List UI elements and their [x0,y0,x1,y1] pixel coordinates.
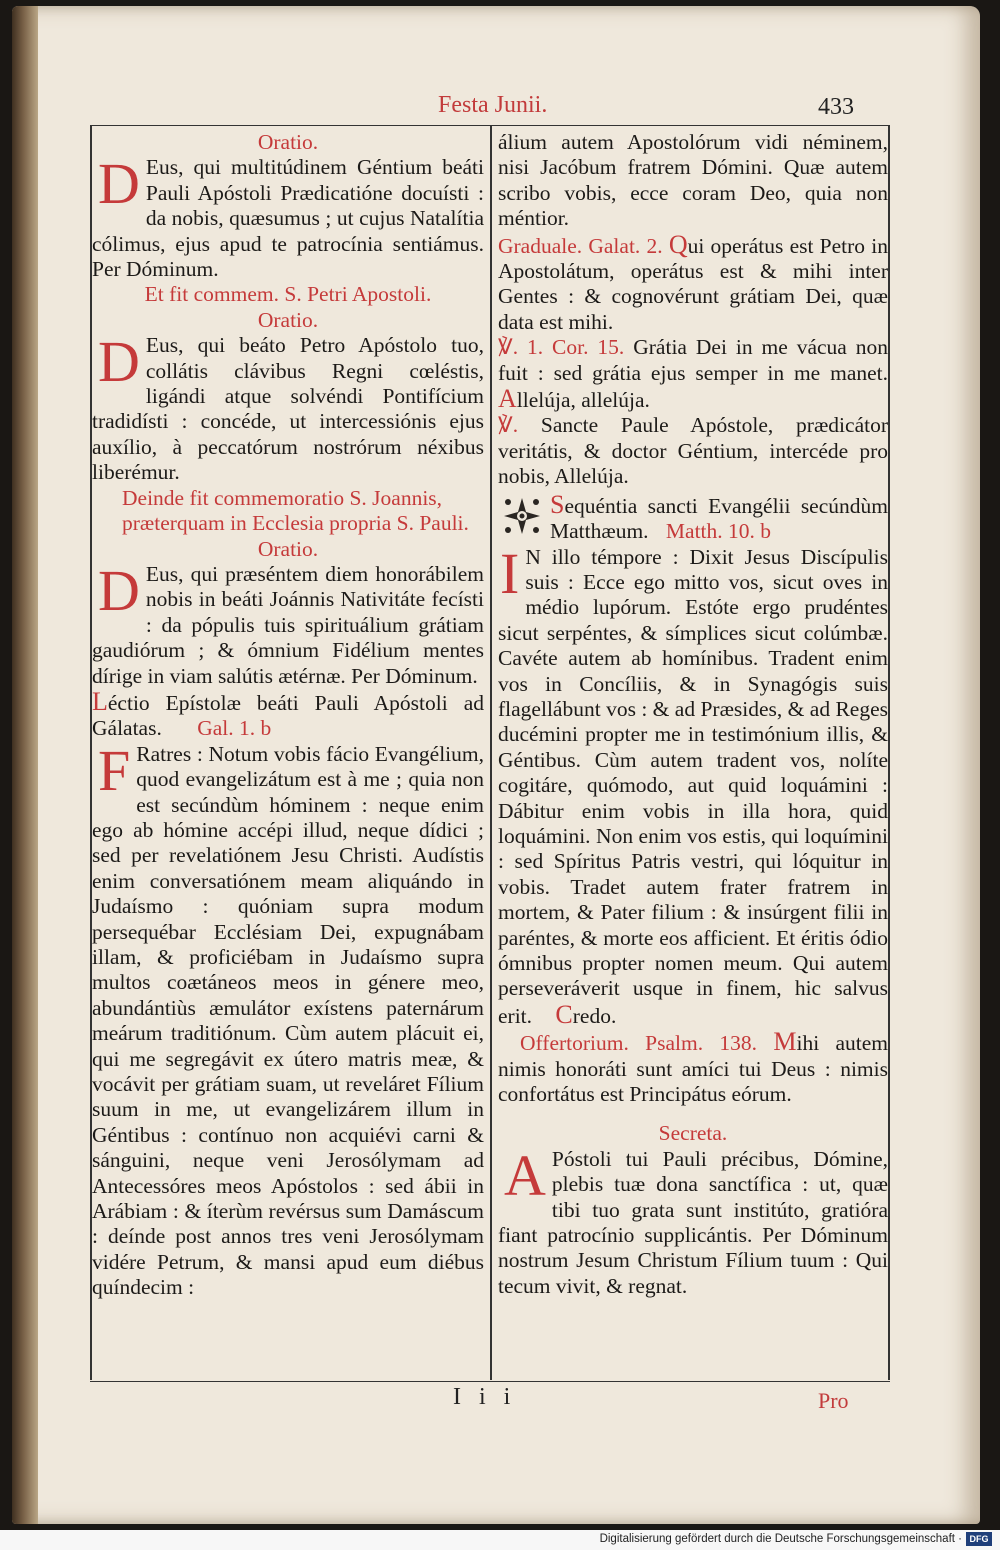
oratio-paragraph [92,557,484,689]
page-number: 433 [818,94,854,120]
drop-initial: A [504,1142,546,1208]
book-spine [12,6,38,1524]
secreta-paragraph [498,1142,888,1299]
graduale-text: ui operátus est Petro in Apostolátum, operátus est & mihi inter Gentes : & cognovérunt grátiam Dei, quæ data est mihi. [498,233,888,334]
right-rule [888,125,890,1380]
left-column [92,130,484,1301]
drop-initial: D [98,557,140,623]
lectio-title [92,686,484,742]
oratio-heading: Oratio. [257,536,319,561]
right-column [498,130,888,1299]
red-initial: C [555,999,573,1029]
red-initial: M [773,1027,797,1057]
commemoration-heading: Et fit commem. S. Petri Apostoli. [144,282,432,307]
oratio-text: Eus, qui multitúdinem Géntium beáti Pauli Apóstoli Prædicatióne docuísti : da nobis, quæsumus ; ut cujus Natalítia cólimus, ejus apud te patrocínia sentiámus. Per Dóminum. [92,155,484,282]
offertorium-text: ihi autem nimis honoráti sunt amíci tui Deus : nimis confortátus est Principátus eórum. [498,1031,888,1107]
oratio-text: Eus, qui præséntem diem honorábilem nobis in beáti Joánnis Nativitáte fecísti : da pópulis tuis spirituálium grátiam gaudiórum ; & ómnium Fidélium mentes dírige in viam salútis ætérnæ. Per Dóminum. [92,561,484,688]
versicle-text: Sancte Paule Apóstole, prædicátor veritátis, & doctor Géntium, intercéde pro nobis, Allelúja. [498,413,888,489]
gospel-reference: Matth. 10. b [665,519,772,544]
versicle-label: ℣. [498,413,519,438]
oratio-heading: Oratio. [257,130,319,154]
sequentia-text: equéntia sancti Evangélii secúndùm Matthæum. [550,493,888,544]
digitization-note: Digitalisierung gefördert durch die Deutsche Forschungsgemeinschaft · [599,1533,962,1545]
graduale-label: Graduale. Galat. 2. [498,233,663,258]
epistle-continued: álium autem Apostolórum vidi néminem, nisi Jacóbum fratrem Dómini. Quæ autem scribo vobis, ecce coram Deo, quia non méntior. [498,130,888,231]
epistle-paragraph [92,737,484,1301]
cross-ornament-icon [500,494,544,538]
drop-initial: D [98,329,140,395]
offertorium-paragraph [498,1029,888,1107]
signature-mark: I i i [453,1384,517,1410]
oratio-text: Eus, qui beáto Petro Apóstolo tuo, collátis clávibus Regni cœléstis, ligándi atque solvéndi Pontifícium tradidísti : concéde, ut intercessiónis ejus auxílio, à peccatórum nostrórum néxibus liberémur. [92,333,484,485]
versicle-paragraph [498,335,888,413]
offertorium-label: Offertorium. Psalm. 138. [520,1031,758,1056]
gospel-paragraph [498,540,888,1030]
secreta-heading: Secreta. [658,1121,728,1146]
credo-text: redo. [572,1003,617,1028]
drop-initial: D [98,151,140,217]
column-divider [490,125,492,1380]
dfg-logo: DFG [966,1532,992,1546]
oratio-paragraph [92,329,484,485]
red-initial: L [92,686,108,716]
oratio-heading: Oratio. [257,307,319,332]
drop-initial: F [98,737,131,803]
drop-initial: I [500,540,520,606]
secreta-text: Póstoli tui Pauli précibus, Dómine, plebis tuæ dona sanctífica : ut, quæ tibi tuo grata sunt institúto, gratióra fiant patrocínio supplicántis. Per Dóminum nostrum Jesum Christum Fílium tuum : Qui tecum vivit, & regnat. [498,1146,888,1298]
gospel-text: N illo témpore : Dixit Jesus Discípulis suis : Ecce ego mitto vos, sicut oves in médio lupórum. Estóte ergo prudéntes sicut serpéntes, & símplices sicut colúmbæ. Cavéte autem ab homínibus. Tradent enim vos in Concíliis, & in Synagógis suis flagellábunt vos : & ad Præsides, & ad Reges ducémini propter me in testimónium illis, & Géntibus. Cùm autem tradent vos, nolíte cogitáre, quómodo, aut quid loquámini : Dábitur enim vobis in illa hora, quid loquámini. Non enim vos estis, qui loquímini : sed Spíritus Patris vestri, qui lóquitur in vobis. Tradet autem frater fratrem in mortem, & Pater filium : & insúrgent filii in paréntes, & morte eos afficient. Et éritis ódio ómnibus propter nomen meum. Qui autem perseveráverit usque in finem, hic salvus erit. [498,544,888,1028]
epistle-text: Ratres : Notum vobis fácio Evangélium, quod evangelizátum est à me ; quia non est secúndùm hóminem : neque enim ego ab hómine accépi illud, neque dídici ; sed per revelatiónem Jesu Christi. Audístis enim conversatiónem meam aliquándo in Judaísmo : quóniam supra modum persequébar Ecclésiam Dei, expugnábam illam, & proficiébam in Judaísmo supra multos coætáneos meos in génere meo, abundántiùs æmulátor exístens paternárum meárum traditiónum. Cùm autem plácuit ei, qui me segregávit ex útero matris meæ, & vocávit per grátiam suam, ut reveláret Fílium suum in me, ut evangelizárem illum in Géntibus : contínuo non acquiévi carni & sánguini, neque veni Jerosólymam ad Antecessóres meos Apóstolos : sed ábii in Arábiam : & íterùm revérsus sum Damáscum : deínde post annos tres veni Jerosólymam vidére Petrum, & mansi apud eum diébus quíndecim : [92,741,484,1300]
oratio-paragraph [92,151,484,282]
running-title: Festa Junii. [438,92,548,118]
versicle-label: ℣. 1. Cor. 15. [498,335,625,360]
red-initial: A [498,384,517,414]
versicle-paragraph [498,413,888,489]
versicle-text: Grátia Dei in me vácua non fuit : sed grátia ejus semper in me manet. [498,335,889,385]
alleluia-text: llelúja, allelúja. [516,388,650,413]
lectio-text: éctio Epístolæ beáti Pauli Apóstoli ad Gálatas. [92,690,484,741]
catchword: Pro [818,1388,849,1413]
red-initial: S [550,489,565,519]
sequentia-paragraph [498,489,888,545]
commemoration-heading: Deinde fit commemoratio S. Joannis, præterquam in Ecclesia propria S. Pauli. [122,485,469,536]
lectio-reference: Gal. 1. b [197,716,272,741]
graduale-paragraph [498,229,888,336]
red-initial: Q [668,229,688,259]
